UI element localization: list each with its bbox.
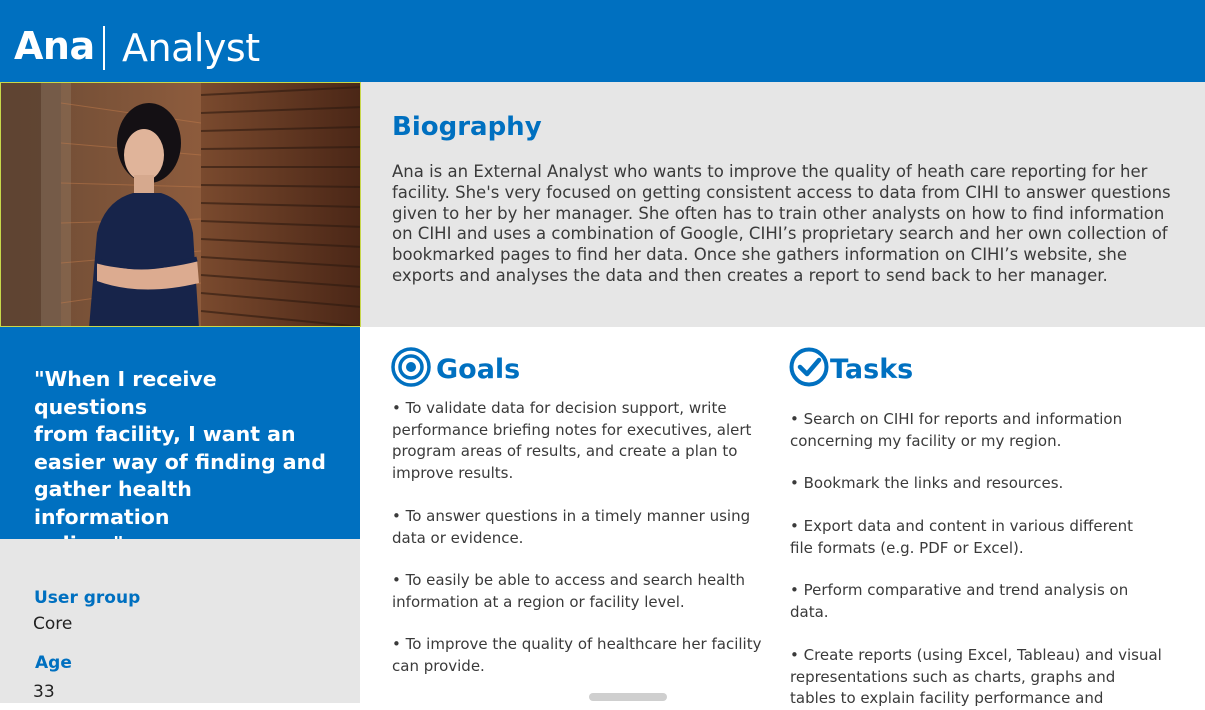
goal-item [392, 398, 751, 484]
header-divider [103, 26, 105, 70]
task-line: • Perform comparative and trend analysis on [790, 581, 1129, 599]
biography-line: given to her by her manager. She often has to train other analysts on how to find information [392, 203, 1165, 223]
persona-quote [34, 366, 334, 559]
scrollbar-thumb[interactable] [589, 693, 667, 701]
biography-line: on CIHI and uses a combination of Google, CIHI’s proprietary search and her own collection of [392, 224, 1168, 244]
goal-item [392, 570, 745, 613]
task-item [790, 409, 1122, 452]
goal-line: • To validate data for decision support, write [392, 399, 727, 417]
task-line: • Create reports (using Excel, Tableau) and visual [790, 646, 1162, 664]
task-item [790, 473, 1063, 495]
task-line: tables to explain facility performance and [790, 689, 1104, 707]
checkmark-circle-icon [789, 347, 829, 387]
target-icon [391, 347, 431, 387]
goal-line: • To improve the quality of healthcare her facility [392, 635, 762, 653]
task-line: • Bookmark the links and resources. [790, 474, 1064, 492]
biography-line: facility. She's very focused on getting consistent access to data from CIHI to answer questions [392, 182, 1171, 202]
task-item [790, 516, 1133, 559]
task-line: data. [790, 602, 829, 621]
goal-line: data or evidence. [392, 528, 524, 547]
goal-line: • To answer questions in a timely manner using [392, 507, 751, 525]
age-label: Age [35, 653, 72, 673]
profile-panel [0, 539, 360, 703]
task-line: file formats (e.g. PDF or Excel). [790, 538, 1024, 557]
portrait-image [1, 83, 361, 327]
goals-title: Goals [436, 354, 521, 385]
quote-line: gather health information [34, 477, 192, 529]
task-line: representations such as charts, graphs and [790, 667, 1116, 686]
task-line: • Export data and content in various different [790, 517, 1134, 535]
biography-panel [361, 82, 1205, 327]
user-group-label: User group [34, 588, 141, 608]
biography-line: exports and analyses the data and then creates a report to send back to her manager. [392, 265, 1108, 285]
task-item [790, 580, 1128, 623]
user-group-value: Core [33, 614, 73, 634]
persona-name: Ana [14, 24, 95, 68]
quote-panel [0, 327, 360, 539]
goal-item [392, 506, 750, 549]
task-line: • Search on CIHI for reports and information [790, 410, 1123, 428]
persona-photo [0, 82, 361, 327]
quote-line: "When I receive questions [34, 367, 217, 419]
biography-line: Ana is an External Analyst who wants to improve the quality of heath care reporting for her [392, 162, 1148, 181]
goal-line: information at a region or facility level. [392, 592, 685, 611]
goal-line: improve results. [392, 463, 514, 482]
biography-title: Biography [392, 112, 542, 142]
goal-line: program areas of results, and create a plan to [392, 442, 738, 460]
task-line: concerning my facility or my region. [790, 431, 1062, 450]
quote-line: easier way of finding and [34, 449, 326, 474]
persona-role: Analyst [122, 26, 260, 70]
age-value: 33 [33, 682, 55, 702]
task-item [790, 645, 1162, 710]
biography-text [392, 162, 1172, 287]
header-bar [0, 0, 1205, 82]
tasks-title: Tasks [830, 354, 914, 385]
biography-line: bookmarked pages to find her data. Once she gathers information on CIHI’s website, she [392, 245, 1128, 265]
goal-line: • To easily be able to access and search health [392, 571, 745, 589]
goal-item [392, 634, 761, 677]
quote-line: from facility, I want an [34, 422, 296, 446]
goal-line: can provide. [392, 656, 485, 675]
goal-line: performance briefing notes for executives, alert [392, 420, 752, 439]
